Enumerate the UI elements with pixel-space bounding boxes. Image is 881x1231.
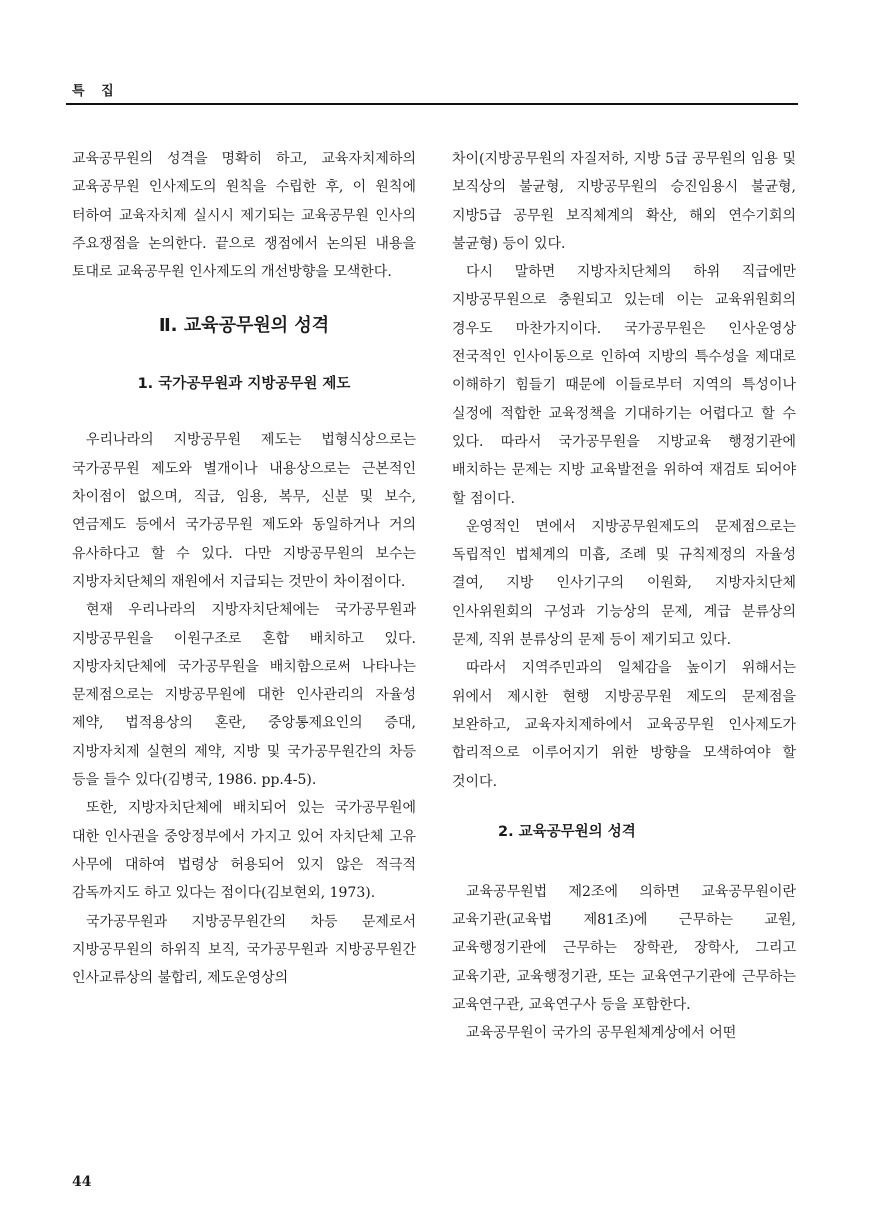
- body-paragraph: 우리나라의 지방공무원 제도는 법형식상으로는 국가공무원 제도와 별개이나 내용상으로는 근본적인 차이점이 없으며, 직급, 임용, 복무, 신분 및 보수, 연금제도 등에서 국가공무원 제도와 동일하거나 거의 유사하다고 할 수 있다. 다만 지방공무원의 보수는 지방자치단체의 재원에서 지급되는 것만이 차이점이다.: [72, 432, 416, 590]
- body-paragraph: 따라서 지역주민과의 일체감을 높이기 위해서는 위에서 제시한 현행 지방공무원 제도의 문제점을 보완하고, 교육자치제하에서 교육공무원 인사제도가 합리적으로 이루어지기 위한 방향을 모색하여야 할 것이다.: [452, 660, 796, 790]
- body-paragraph: 운영적인 면에서 지방공무원제도의 문제점으로는 독립적인 법체계의 미흡, 조례 및 규칙제정의 자율성 결여, 지방 인사기구의 이원화, 지방자치단체 인사위원회의 구성과 기능상의 문제, 계급 분류상의 문제, 직위 분류상의 문제 등이 제기되고 있다.: [452, 518, 796, 649]
- body-paragraph: 다시 말하면 지방자치단체의 하위 직급에만 지방공무원으로 충원되고 있는데 이는 교육위원회의 경우도 마찬가지이다. 국가공무원은 인사운영상 전국적인 인사이동으로 인하여 지방의 특수성을 제대로 이해하기 힘들기 때문에 이들로부터 지역의 특성이나 실정에 적합한 교육정책을 기대하기는 어렵다고 할 수 있다. 따라서 국가공무원을 지방교육 행정기관에 배치하는 문제는 지방 교육발전을 위하여 재검토 되어야 할 점이다.: [452, 264, 796, 507]
- subsection-title-2: 2. 교육공무원의 성격: [498, 823, 636, 840]
- body-paragraph: 교육공무원이 국가의 공무원체계상에서 어떤: [466, 1025, 737, 1042]
- section-header-label: 특 집: [72, 84, 120, 99]
- body-paragraph: 차이(지방공무원의 자질저하, 지방 5급 공무원의 임용 및 보직상의 불균형, 지방공무원의 승진임용시 불균형, 지방5급 공무원 보직체계의 확산, 해외 연수기회의 불균형) 등이 있다.: [452, 151, 796, 252]
- header-rule: [66, 103, 798, 105]
- left-column: [72, 145, 416, 992]
- subsection-title-1: 1. 국가공무원과 지방공무원 제도: [137, 376, 351, 393]
- body-paragraph: 현재 우리나라의 지방자치단체에는 국가공무원과 지방공무원을 이원구조로 혼합 배치하고 있다. 지방자치단체에 국가공무원을 배치함으로써 나타나는 문제점으로는 지방공무원에 대한 인사관리의 자율성 제약, 법적용상의 혼란, 중앙통제요인의 증대, 지방자치제 실현의 제약, 지방 및 국가공무원간의 차등 등을 들수 있다(김병국, 1986. pp.4-5).: [72, 602, 416, 789]
- body-paragraph: 또한, 지방자치단체에 배치되어 있는 국가공무원에 대한 인사권을 중앙정부에서 가지고 있어 자치단체 고유 사무에 대하여 법령상 허용되어 있지 않은 적극적 감독까지도 하고 있다는 점이다(김보현외, 1973).: [72, 800, 416, 902]
- intro-paragraph: 교육공무원의 성격을 명확히 하고, 교육자치제하의 교육공무원 인사제도의 원칙을 수립한 후, 이 원칙에 터하여 교육자치제 실시시 제기되는 교육공무원 인사의 주요쟁점을 논의한다. 끝으로 쟁점에서 논의된 내용을 토대로 교육공무원 인사제도의 개선방향을 모색한다.: [72, 151, 416, 281]
- section-title: Ⅱ. 교육공무원의 성격: [158, 315, 330, 337]
- body-paragraph: 교육공무원법 제2조에 의하면 교육공무원이란 교육기관(교육법 제81조)에 근무하는 교원, 교육행정기관에 근무하는 장학관, 장학사, 그리고 교육기관, 교육행정기관, 또는 교육연구기관에 근무하는 교육연구관, 교육연구사 등을 포함한다.: [452, 883, 796, 1014]
- body-paragraph: 국가공무원과 지방공무원간의 차등 문제로서 지방공무원의 하위직 보직, 국가공무원과 지방공무원간 인사교류상의 불합리, 제도운영상의: [72, 913, 416, 987]
- page-number: 44: [72, 1174, 92, 1190]
- right-column: [452, 145, 796, 1048]
